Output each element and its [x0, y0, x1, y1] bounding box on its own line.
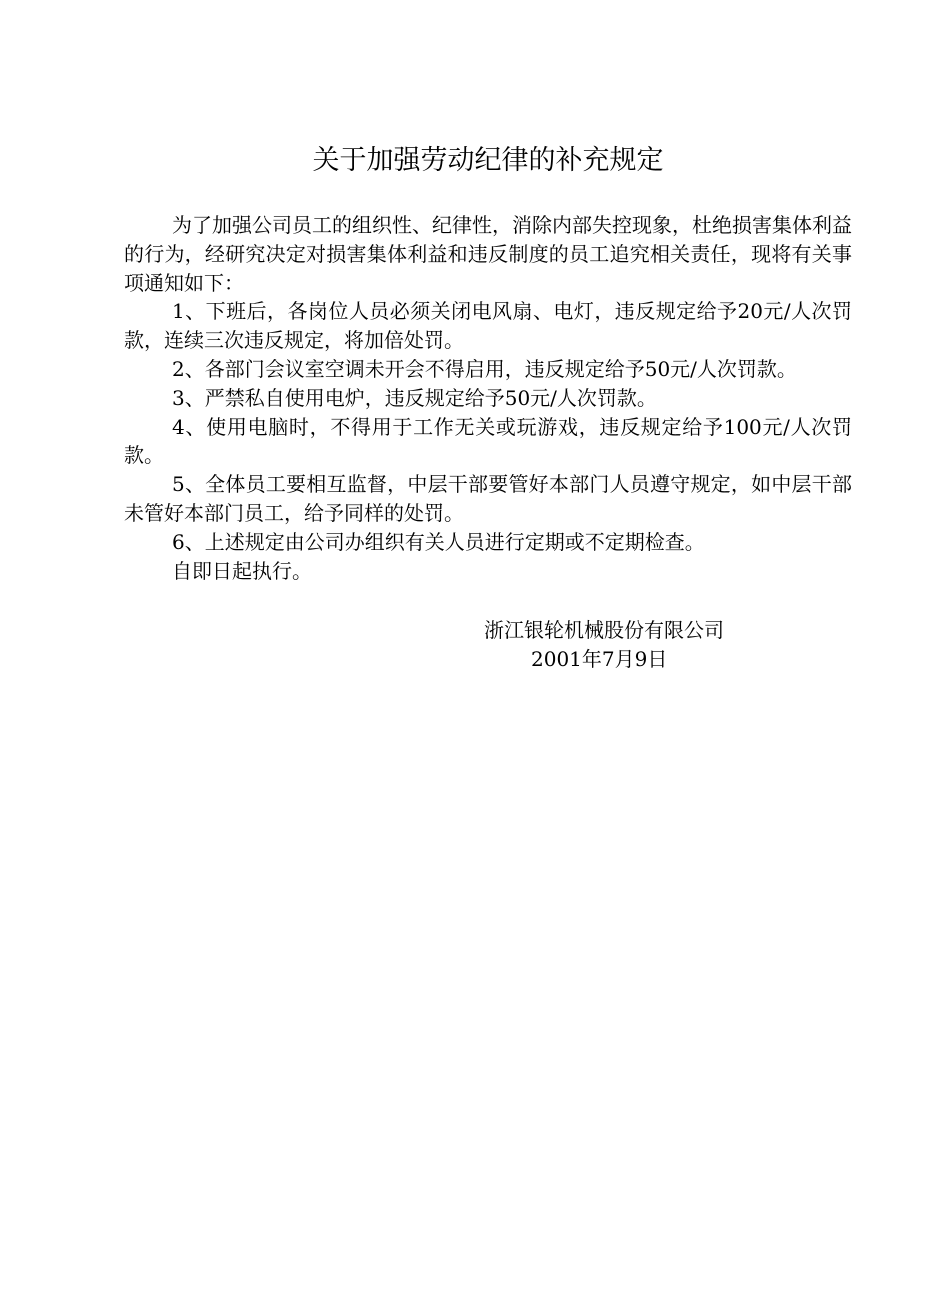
document-body [124, 211, 852, 585]
effective-date-paragraph: 自即日起执行。 [172, 558, 312, 583]
rule-6-paragraph: 6、上述规定由公司办组织有关人员进行定期或不定期检查。 [172, 529, 705, 554]
document-title: 关于加强劳动纪律的补充规定 [312, 145, 664, 176]
rule-2-paragraph: 2、各部门会议室空调未开会不得启用，违反规定给予50元/人次罚款。 [172, 356, 797, 381]
signature-date: 2001年7月9日 [531, 647, 668, 671]
rule-3-paragraph: 3、严禁私自使用电炉，违反规定给予50元/人次罚款。 [172, 385, 657, 410]
signature-block [484, 616, 784, 674]
rule-1-paragraph: 1、下班后，各岗位人员必须关闭电风扇、电灯，违反规定给予20元/人次罚款，连续三次违反规定，将加倍处罚。 [124, 299, 852, 353]
rule-4-paragraph: 4、使用电脑时，不得用于工作无关或玩游戏，违反规定给予100元/人次罚款。 [124, 414, 852, 468]
company-name: 浙江银轮机械股份有限公司 [484, 618, 724, 642]
intro-paragraph: 为了加强公司员工的组织性、纪律性，消除内部失控现象，杜绝损害集体利益的行为，经研究决定对损害集体利益和违反制度的员工追究相关责任，现将有关事项通知如下： [124, 213, 852, 295]
rule-5-paragraph: 5、全体员工要相互监督，中层干部要管好本部门人员遵守规定，如中层干部未管好本部门员工，给予同样的处罚。 [124, 472, 852, 525]
